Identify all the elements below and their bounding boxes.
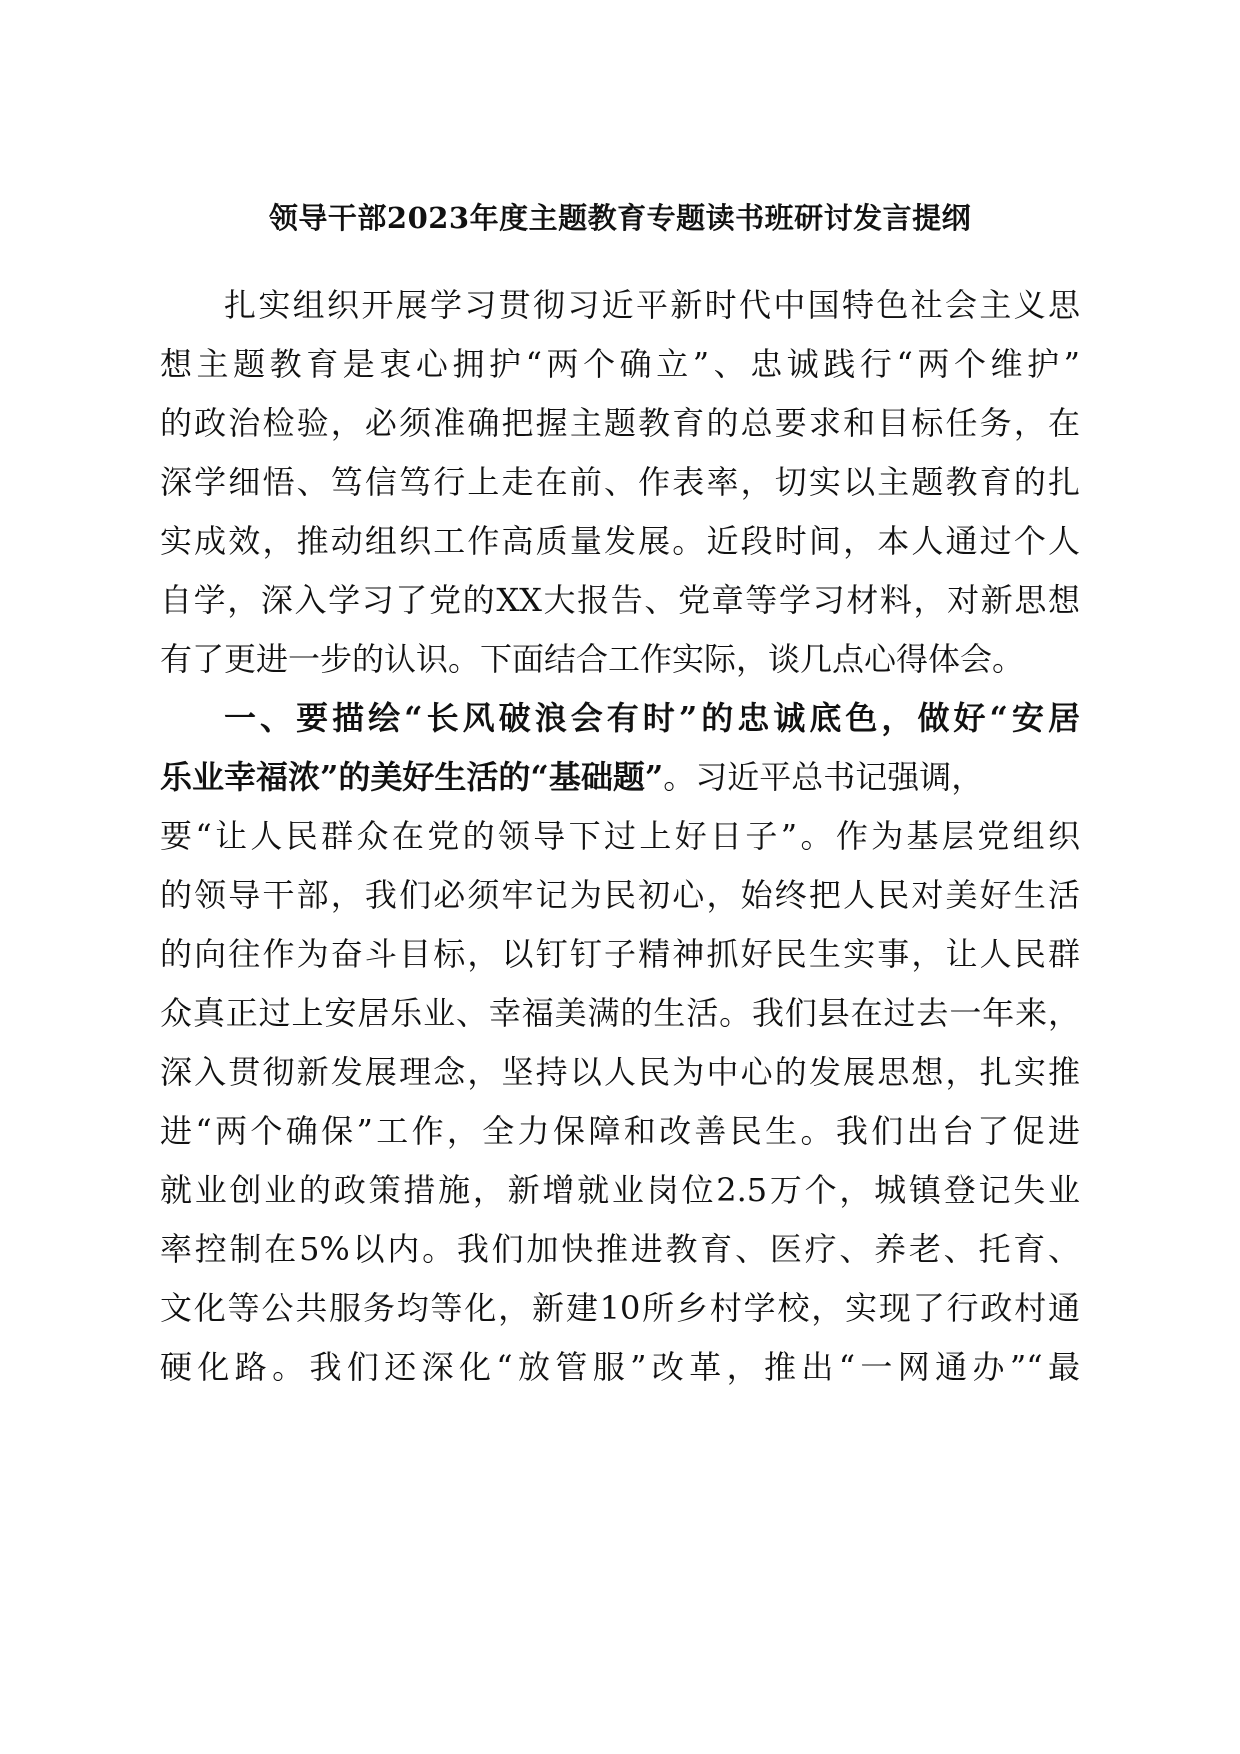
paragraph-line: 想主题教育是衷心拥护“两个确立”、忠诚践行“两个维护” (160, 345, 1080, 383)
paragraph-line: 要“让人民群众在党的领导下过上好日子”。作为基层党组织 (160, 817, 1080, 855)
document-title: 领导干部2023年度主题教育专题读书班研讨发言提纲 (268, 201, 972, 235)
paragraph-line: 扎实组织开展学习贯彻习近平新时代中国特色社会主义思 (224, 286, 1080, 324)
paragraph-line: 的领导干部，我们必须牢记为民初心，始终把人民对美好生活 (160, 876, 1080, 914)
paragraph-line: 众真正过上安居乐业、幸福美满的生活。我们县在过去一年来， (160, 994, 1080, 1032)
paragraph-line: 进“两个确保”工作，全力保障和改善民生。我们出台了促进 (160, 1112, 1080, 1150)
paragraph-line: 自学，深入学习了党的XX大报告、党章等学习材料，对新思想 (160, 581, 1080, 619)
paragraph-line: 就业创业的政策措施，新增就业岗位2.5万个，城镇登记失业 (160, 1171, 1080, 1209)
paragraph-line: 率控制在5%以内。我们加快推进教育、医疗、养老、托育、 (160, 1230, 1080, 1268)
paragraph-line: 深学细悟、笃信笃行上走在前、作表率，切实以主题教育的扎 (160, 463, 1080, 501)
paragraph-line: 硬化路。我们还深化“放管服”改革，推出“一网通办”“最 (160, 1348, 1080, 1386)
section-heading-continuation: 。习近平总书记强调， (663, 758, 984, 796)
section-heading-line (160, 755, 1080, 799)
paragraph-line: 深入贯彻新发展理念，坚持以人民为中心的发展思想，扎实推 (160, 1053, 1080, 1091)
paragraph-line: 有了更进一步的认识。下面结合工作实际，谈几点心得体会。 (160, 640, 1025, 678)
paragraph-line: 文化等公共服务均等化，新建10所乡村学校，实现了行政村通 (160, 1289, 1080, 1327)
section-heading: 一、要描绘“长风破浪会有时”的忠诚底色，做好“安居 (224, 699, 1080, 737)
paragraph-line: 实成效，推动组织工作高质量发展。近段时间，本人通过个人 (160, 522, 1080, 560)
paragraph-line: 的政治检验，必须准确把握主题教育的总要求和目标任务，在 (160, 404, 1080, 442)
paragraph-line: 的向往作为奋斗目标，以钉钉子精神抓好民生实事，让人民群 (160, 935, 1080, 973)
section-heading-bold: 乐业幸福浓”的美好生活的“基础题” (160, 758, 664, 796)
